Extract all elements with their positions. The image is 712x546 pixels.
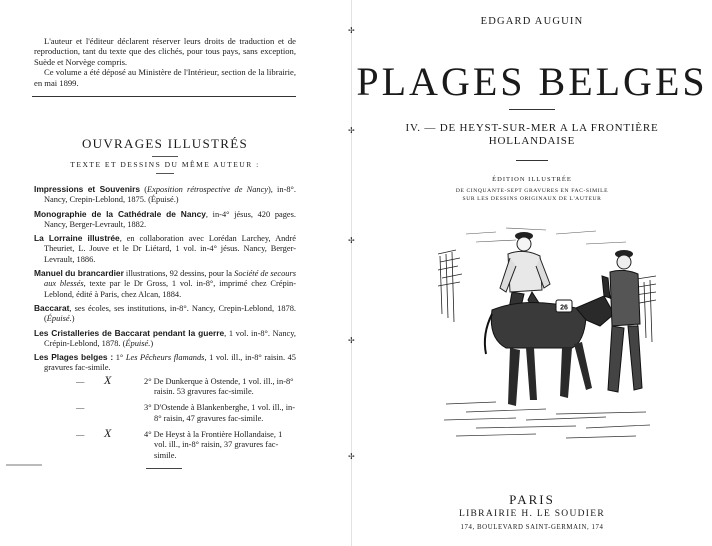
- work-entry: La Lorraine illustrée, en collaboration avec Lorédan Larchey, André Theuriet, L. Jouve et le Dr Liétard, 1 vol. in-4° jésus. Nancy, Berger-Levrault, 1886.: [34, 233, 296, 264]
- plages-entry: Les Plages belges : 1° Les Pêcheurs flamands, 1 vol. ill., in-8° raisin. 45 gravures fac-simile.: [34, 352, 296, 373]
- rights-notice: [34, 36, 296, 88]
- end-divider: [146, 468, 182, 469]
- left-page: [0, 0, 350, 546]
- rights-paragraph: L'auteur et l'éditeur déclarent réserver leurs droits de traduction et de reproduction, tant du texte que des clichés, pour tous pays, sans exception, Suède et Norvège compris.: [34, 36, 296, 67]
- works-heading: OUVRAGES ILLUSTRÉS: [81, 136, 249, 151]
- works-subheading: TEXTE ET DESSINS DU MÊME AUTEUR :: [70, 160, 260, 169]
- edition-line: SUR LES DESSINS ORIGINAUX DE L'AUTEUR: [462, 196, 602, 202]
- binding-mark: ✢: [348, 26, 355, 35]
- donkey-number-tag: 26: [560, 304, 568, 312]
- binding-mark: ✢: [348, 336, 355, 345]
- edition-line: DE CINQUANTE-SEPT GRAVURES EN FAC-SIMILE: [455, 188, 609, 194]
- plages-volume: — X 2° De Dunkerque à Ostende, 1 vol. ill., in-8° raisin. 53 gravures fac-simile.: [76, 372, 294, 397]
- publisher-name: LIBRAIRIE H. LE SOUDIER: [458, 509, 605, 519]
- work-entry: Manuel du brancardier illustrations, 92 dessins, pour la Société de secours aux blessés, texte par le Dr Gross, 1 vol. in-8°, imprimé chez Crépin-Leblond, édité à Paris, chez Alcan, 1884.: [34, 268, 296, 299]
- work-entry: Impressions et Souvenirs (Exposition rétrospective de Nancy), in-8°. Nancy, Crepin-Leblond, 1875. (Épuisé.): [34, 184, 296, 205]
- work-entry: Monographie de la Cathédrale de Nancy, in-4° jésus, 420 pages. Nancy, Berger-Levrault, 1882.: [34, 208, 296, 229]
- subtitle-divider: [516, 160, 548, 161]
- work-entry: Les Cristalleries de Baccarat pendant la guerre, 1 vol. in-8°. Nancy, Crépin-Leblond, 1878. (Épuisé.): [34, 327, 296, 348]
- donkey-figure: [485, 276, 620, 406]
- publisher-address: 174, BOULEVARD SAINT-GERMAIN, 174: [460, 524, 604, 531]
- edition-label: ÉDITION ILLUSTRÉE: [492, 176, 572, 183]
- author-name: EDGARD AUGUIN: [480, 16, 584, 27]
- title-divider: [509, 109, 555, 110]
- work-entry: Baccarat, ses écoles, ses institutions, in-8°. Nancy, Crepin-Leblond, 1878. (Épuisé.): [34, 302, 296, 324]
- subheading-divider: [156, 173, 174, 174]
- book-title: PLAGES BELGES: [356, 59, 708, 104]
- plages-volume: — 3° D'Ostende à Blankenberghe, 1 vol. ill., in-8° raisin, 47 gravures fac-simile.: [76, 403, 296, 423]
- subtitle-line: IV. — DE HEYST-SUR-MER A LA FRONTIÈRE: [405, 122, 659, 134]
- plages-volume: — X 4° De Heyst à la Frontière Hollandaise, 1 vol. ill., in-8° raisin, 37 gravures fac-simile.: [76, 425, 283, 460]
- publisher-city: PARIS: [509, 492, 555, 507]
- heading-divider: [152, 156, 178, 157]
- sky-texture: [466, 228, 626, 244]
- binding-mark: ✢: [348, 126, 355, 135]
- ground-hatching: [444, 402, 650, 438]
- binding-mark: ✢: [348, 236, 355, 245]
- binding-mark: ✢: [348, 452, 355, 461]
- frontispiece-engraving: [436, 214, 658, 476]
- book-subtitle: [402, 122, 662, 148]
- rights-divider: [32, 96, 296, 97]
- walker-figure: [608, 250, 642, 392]
- title-page: [352, 0, 712, 546]
- subtitle-line: HOLLANDAISE: [488, 135, 576, 147]
- handwritten-mark: X: [104, 425, 112, 440]
- page-smudge: [6, 464, 42, 466]
- deposit-paragraph: Ce volume a été déposé au Ministère de l'Intérieur, section de la librairie, en mai 1899.: [34, 67, 296, 88]
- edition-details: [412, 187, 652, 203]
- works-list: [34, 184, 296, 467]
- handwritten-mark: X: [104, 372, 112, 387]
